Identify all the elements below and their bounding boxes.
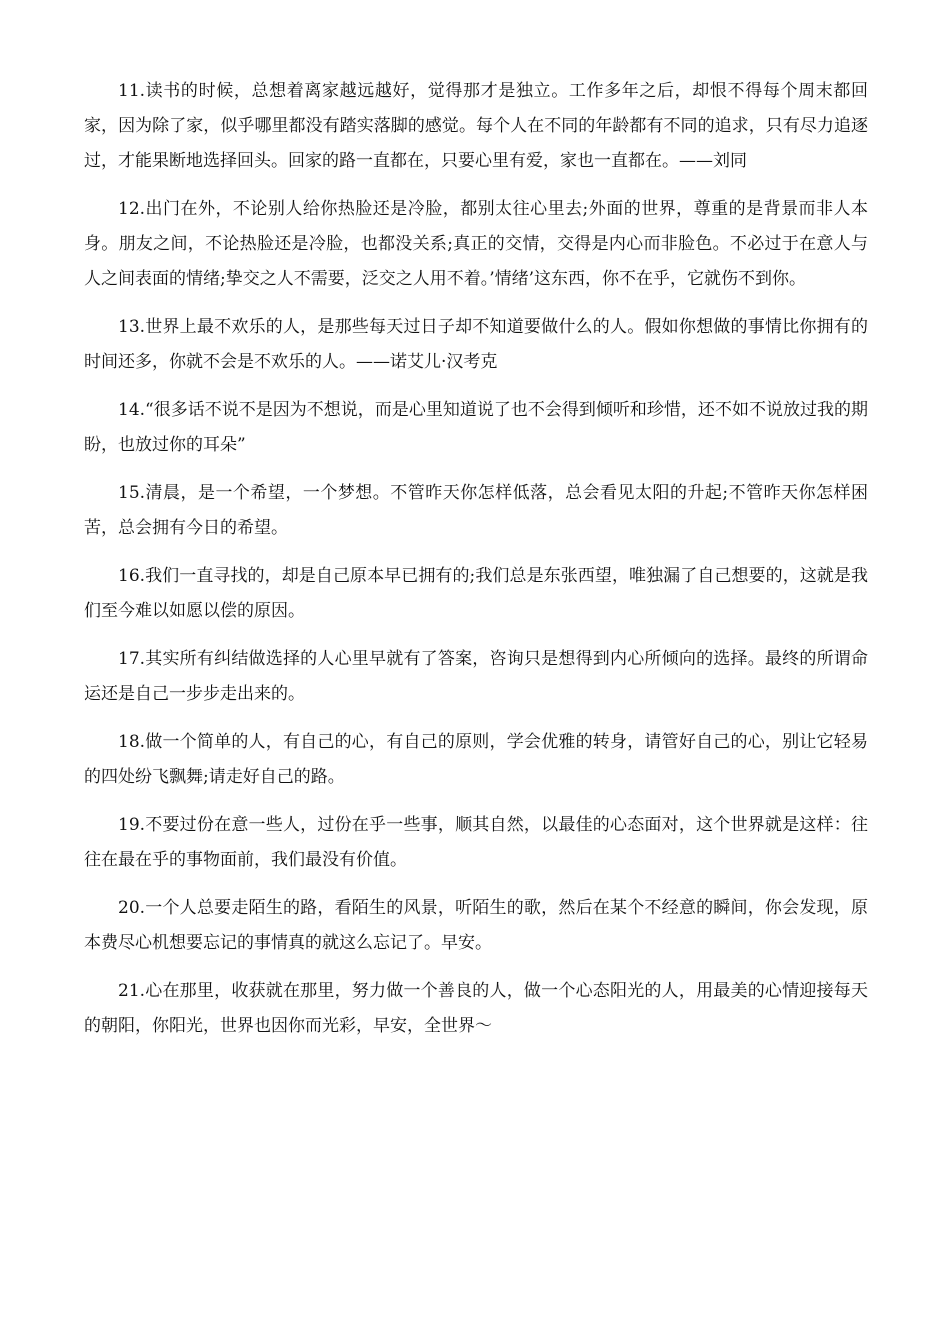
paragraph-12: 12.出门在外，不论别人给你热脸还是冷脸，都别太往心里去;外面的世界，尊重的是背景而非人本身。朋友之间，不论热脸还是冷脸，也都没关系;真正的交情，交得是内心而非脸色。不必过于在意人与人之间表面的情绪;挚交之人不需要，泛交之人用不着。’情绪’这东西，你不在乎，它就伤不到你。 xyxy=(84,199,868,289)
paragraph-18: 18.做一个简单的人，有自己的心，有自己的原则，学会优雅的转身，请管好自己的心，别让它轻易的四处纷飞飘舞;请走好自己的路。 xyxy=(84,732,868,787)
document-page xyxy=(84,74,868,1057)
paragraph-19: 19.不要过份在意一些人，过份在乎一些事，顺其自然，以最佳的心态面对，这个世界就是这样：往往在最在乎的事物面前，我们最没有价值。 xyxy=(84,815,868,870)
paragraph-14: 14.“很多话不说不是因为不想说，而是心里知道说了也不会得到倾听和珍惜，还不如不说放过我的期盼，也放过你的耳朵” xyxy=(84,400,868,455)
paragraph-11: 11.读书的时候，总想着离家越远越好，觉得那才是独立。工作多年之后，却恨不得每个周末都回家，因为除了家，似乎哪里都没有踏实落脚的感觉。每个人在不同的年龄都有不同的追求，只有尽力追逐过，才能果断地选择回头。回家的路一直都在，只要心里有爱，家也一直都在。——刘同 xyxy=(84,81,868,171)
paragraph-20: 20.一个人总要走陌生的路，看陌生的风景，听陌生的歌，然后在某个不经意的瞬间，你会发现，原本费尽心机想要忘记的事情真的就这么忘记了。早安。 xyxy=(84,898,868,953)
paragraph-13: 13.世界上最不欢乐的人，是那些每天过日子却不知道要做什么的人。假如你想做的事情比你拥有的时间还多，你就不会是不欢乐的人。——诺艾儿·汉考克 xyxy=(84,317,868,372)
paragraph-17: 17.其实所有纠结做选择的人心里早就有了答案，咨询只是想得到内心所倾向的选择。最终的所谓命运还是自己一步步走出来的。 xyxy=(84,649,868,704)
paragraph-21: 21.心在那里，收获就在那里，努力做一个善良的人，做一个心态阳光的人，用最美的心情迎接每天的朝阳，你阳光，世界也因你而光彩，早安，全世界～ xyxy=(84,981,868,1036)
paragraph-15: 15.清晨，是一个希望，一个梦想。不管昨天你怎样低落，总会看见太阳的升起;不管昨天你怎样困苦，总会拥有今日的希望。 xyxy=(84,483,868,538)
paragraph-16: 16.我们一直寻找的，却是自己原本早已拥有的;我们总是东张西望，唯独漏了自己想要的，这就是我们至今难以如愿以偿的原因。 xyxy=(84,566,868,621)
